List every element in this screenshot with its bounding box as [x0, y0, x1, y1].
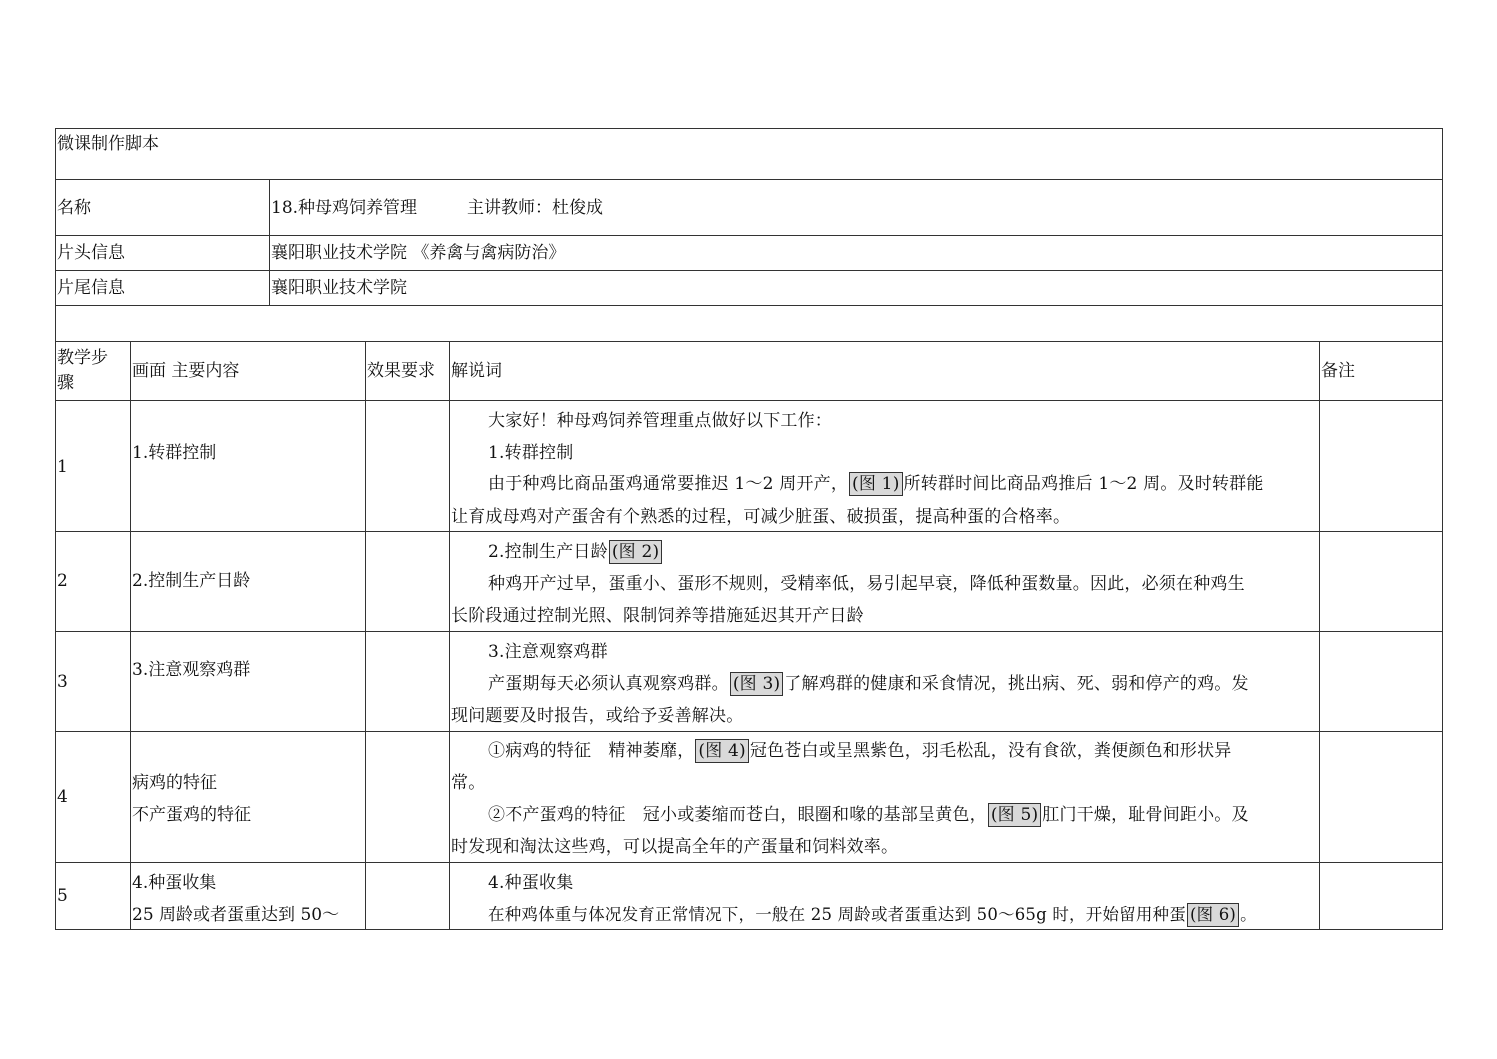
- column-divider: [1319, 341, 1320, 930]
- narration-line: [488, 672, 1249, 696]
- narration-line: 大家好！种母鸡饲养管理重点做好以下工作：: [488, 411, 832, 431]
- column-divider: [449, 341, 450, 930]
- step-number: 4: [57, 787, 68, 807]
- content-line: 不产蛋鸡的特征: [132, 805, 251, 825]
- narration-line: 现问题要及时报告，或给予妥善解决。: [451, 706, 744, 726]
- doc-title: 微课制作脚本: [57, 134, 159, 154]
- column-divider: [365, 341, 366, 930]
- row-divider: [55, 305, 1443, 306]
- content-line: 病鸡的特征: [132, 773, 217, 793]
- column-divider: [130, 341, 131, 930]
- narration-text: 冠色苍白或呈黑紫色，羽毛松乱，没有食欲，粪便颜色和形状异: [749, 741, 1232, 761]
- info-column-divider: [269, 179, 270, 306]
- opening-value: 襄阳职业技术学院 《养禽与禽病防治》: [271, 243, 566, 263]
- narration-line: 1.转群控制: [488, 443, 574, 463]
- row-divider: [55, 631, 1443, 632]
- row-divider: [55, 179, 1443, 180]
- narration-line: [488, 472, 1264, 496]
- narration-line: [488, 903, 1257, 927]
- narration-text: 在种鸡体重与体况发育正常情况下，一般在 25 周龄或者蛋重达到 50～65g 时，开始留用种蛋: [488, 905, 1186, 924]
- header-effect: 效果要求: [367, 361, 435, 381]
- teacher-name: 主讲教师：杜俊成: [467, 198, 603, 218]
- script-table: [55, 128, 1443, 930]
- row-divider: [55, 862, 1443, 863]
- step-number: 1: [57, 457, 68, 477]
- content-line: 1.转群控制: [132, 443, 217, 463]
- content-line: 25 周龄或者蛋重达到 50～: [132, 905, 340, 925]
- name-value: 18.种母鸡饲养管理: [271, 198, 418, 218]
- narration-line: [488, 803, 1249, 827]
- narration-line: 3.注意观察鸡群: [488, 642, 608, 662]
- figure-reference: (图 2): [609, 540, 662, 564]
- figure-reference: (图 4): [695, 739, 748, 763]
- step-number: 5: [57, 886, 68, 906]
- header-content: 画面 主要内容: [132, 361, 240, 381]
- figure-reference: (图 3): [730, 672, 783, 696]
- row-divider: [55, 270, 1443, 271]
- header-remark: 备注: [1321, 361, 1355, 381]
- narration-text: 产蛋期每天必须认真观察鸡群。: [488, 674, 729, 694]
- opening-label: 片头信息: [57, 243, 125, 263]
- narration-text: 所转群时间比商品鸡推后 1～2 周。及时转群能: [903, 474, 1264, 494]
- content-line: 2.控制生产日龄: [132, 571, 251, 591]
- narration-line: 时发现和淘汰这些鸡，可以提高全年的产蛋量和饲料效率。: [451, 837, 899, 857]
- ending-value: 襄阳职业技术学院: [271, 278, 407, 298]
- narration-line: 长阶段通过控制光照、限制饲养等措施延迟其开产日龄: [451, 606, 864, 626]
- narration-line: [488, 739, 1232, 763]
- narration-text: ②不产蛋鸡的特征 冠小或萎缩而苍白，眼圈和喙的基部呈黄色，: [488, 805, 987, 825]
- narration-text: ①病鸡的特征 精神萎靡，: [488, 741, 695, 761]
- step-number: 2: [57, 571, 68, 591]
- table-border-bottom: [55, 929, 1443, 930]
- figure-reference: (图 1): [849, 472, 902, 496]
- step-number: 3: [57, 672, 68, 692]
- content-line: 3.注意观察鸡群: [132, 660, 251, 680]
- figure-reference: (图 5): [988, 803, 1041, 827]
- row-divider: [55, 235, 1443, 236]
- content-line: 4.种蛋收集: [132, 873, 217, 893]
- table-border-top: [55, 128, 1443, 129]
- row-divider: [55, 400, 1443, 401]
- narration-text: 。: [1240, 905, 1257, 924]
- header-step-line1: 教学步: [57, 348, 108, 368]
- narration-text: 肛门干燥，耻骨间距小。及: [1042, 805, 1249, 825]
- narration-line: 4.种蛋收集: [488, 873, 574, 893]
- figure-reference: (图 6): [1187, 903, 1239, 927]
- table-border-left: [55, 128, 56, 930]
- row-divider: [55, 341, 1443, 342]
- header-narration: 解说词: [451, 361, 502, 381]
- narration-line: 常。: [451, 773, 486, 793]
- narration-line: [488, 540, 663, 564]
- table-border-right: [1442, 128, 1443, 930]
- name-label: 名称: [57, 198, 91, 218]
- row-divider: [55, 731, 1443, 732]
- narration-text: 了解鸡群的健康和采食情况，挑出病、死、弱和停产的鸡。发: [784, 674, 1249, 694]
- narration-line: 让育成母鸡对产蛋舍有个熟悉的过程，可减少脏蛋、破损蛋，提高种蛋的合格率。: [451, 507, 1071, 527]
- narration-text: 由于种鸡比商品蛋鸡通常要推迟 1～2 周开产，: [488, 474, 849, 494]
- ending-label: 片尾信息: [57, 278, 125, 298]
- narration-line: 种鸡开产过早，蛋重小、蛋形不规则，受精率低，易引起早衰，降低种蛋数量。因此，必须在种鸡生: [488, 574, 1245, 594]
- narration-text: 2.控制生产日龄: [488, 542, 608, 562]
- row-divider: [55, 531, 1443, 532]
- header-step-line2: 骤: [57, 373, 74, 393]
